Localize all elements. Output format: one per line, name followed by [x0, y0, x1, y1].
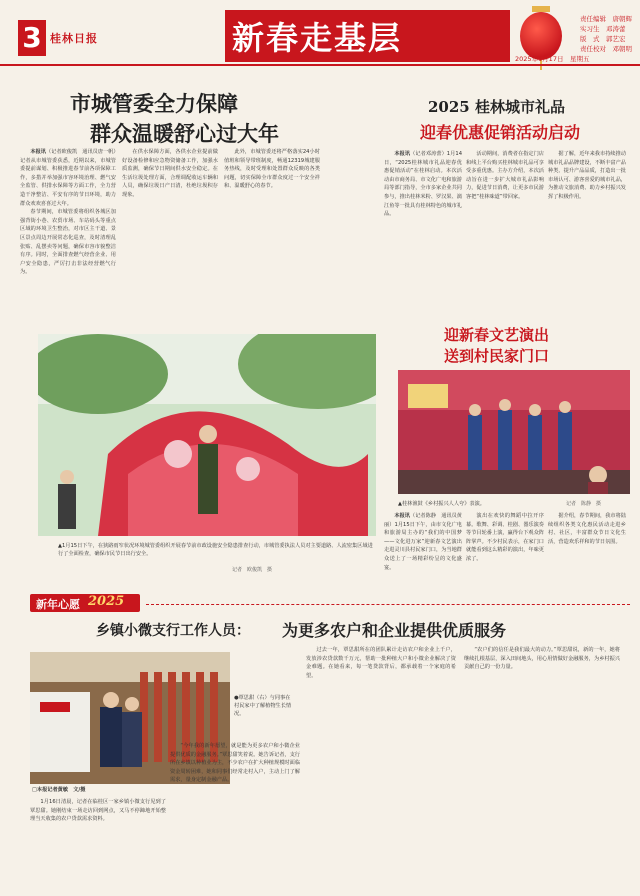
section-title: 新春走基层	[232, 19, 403, 57]
article4-headline-prefix: 乡镇小微支行工作人员：	[96, 623, 250, 639]
page-number: 3	[18, 20, 46, 56]
article2-headline-line2: 迎春优惠促销活动启动	[420, 123, 581, 142]
article3-body-col1: 本报讯（记者陈静 通讯员黄丽）1月15日下午，由市文化广电和旅游局主办的“我们的中国梦——文化进万家”迎新春文艺演出走进灵川县村民家门口，为当地群众送上了一场精彩纷呈的文化盛宴。	[384, 513, 462, 571]
banner-dash-rule	[146, 604, 630, 605]
article3-body-col2: 演出在欢快的舞蹈中拉开序幕。歌舞、彩调、桂剧、器乐演奏等节目轮番上演，赢得台下观众阵阵掌声。不少村民表示，在家门口就能看到这么精彩的演出，年味更浓了。	[466, 513, 544, 562]
article3-headline-line1: 迎新春文艺演出	[444, 326, 550, 344]
article4-body-col3: 过去一年，覃思甜所在的团队累计走访农户和企业上千户，发放涉农贷款数千万元，帮助一批种植大户和小微企业解决了资金难题。在她看来，每一笔贷款背后，都承载着一个家庭的希望。	[306, 647, 456, 679]
issue-date: 2025年1月17日 星期五	[515, 55, 590, 63]
article1-body-col2: 在供水保障方面，各供水企业提前做好设备检修和应急物资储备工作，加强水质监测，确保节日期间供水安全稳定。在生活垃圾处理方面，合理调配收运车辆和人员，确保垃圾日产日清，杜绝垃圾积存现象。	[122, 149, 218, 198]
page-header	[0, 0, 640, 62]
article4-body-col2: “今年我的新年愿望，就是能为更多农户和小微企业提供优质的金融服务。”覃思甜笑着说。她告诉记者，支行所在乡镇以种植业为主，不少农户在扩大种植规模时面临资金周转困难，她和同事们经常走村入户，主动上门了解需求，量身定制金融产品。	[170, 743, 300, 784]
header-rule	[0, 64, 640, 66]
article1-body-col1: 本报讯（记者欧俊凯 通讯员唐一帆）记者从市城管委获悉，近期以来，市城管委提前谋划、积极推进春节前各项保障工作，多措并举加强市容环境治理、燃气安全监管、供排水保障等方面工作，全力营造干净整洁、平安有序的节日环境，助力群众欢欢喜喜过大年。 春节期间，市城管委将组织各城区加强背街小巷、农贸市场、车站码头等重点区域的环境卫生整治，对市区主干道、景区景点周边开展常态化巡查，及时清理乱张贴、乱摆卖等问题，确保市容市貌整洁有序。同时，全面排查燃气经营企业、用户安全隐患，严厉打击非法经营燃气行为。	[20, 149, 116, 276]
article3-headline-line2: 送到村民家门口	[444, 347, 550, 365]
editor-credits: 责任编辑 唐朝辉 实习生 邓涛蕾 版 式 郭艺宏 责任校对 邓朝明	[580, 15, 632, 53]
article3-lead-label: 本报讯	[394, 513, 410, 519]
banner-label: 新年心愿	[36, 598, 80, 611]
article3-photo-caption: ▲桂林渔鼓《乡村振兴人人夸》表演。	[398, 501, 485, 507]
article4-body-col1: 1月16日清晨，记者在临桂区一家乡镇小微支行见到了覃思甜。她刚结束一场走访回到网点，又马不停蹄地开始整理当天收集的农户贷款需求资料。	[30, 799, 166, 823]
article2-body-col3: 据了解，近年来我市持续推动城市礼品品牌建设，不断丰富产品种类、提升产品品质，打造出一批市场认可、游客喜爱的城市礼品，为推动文旅消费、助力乡村振兴发挥了积极作用。	[548, 151, 626, 200]
banner-year: 2025	[88, 594, 125, 609]
article2-lead-label: 本报讯	[394, 151, 411, 157]
article2-headline-line1: 2025 桂林城市礼品	[428, 98, 565, 116]
article1-body-col3: 此外，市城管委还将严格落实24小时值班和领导带班制度，畅通12319城建服务热线，及时受理和处置群众反映的各类问题，切实保障全市群众度过一个安全祥和、温暖舒心的春节。	[224, 149, 320, 190]
article4-body-col4: “农户们的信任是我们最大的动力。”覃思甜说，新的一年，她将继续扎根基层，深入田间地头，用心用情做好金融服务，为乡村振兴贡献自己的一份力量。	[464, 647, 620, 671]
paper-name: 桂林日报	[50, 32, 98, 45]
article2-body-col1: 本报讯（记者邓涛蕾）1月14日，“2025桂林城市礼品迎春优惠促销活动”在桂林启动。本次活动由市商务局、市文化广电和旅游局等部门指导，全市多家企业共同参与，推出桂林米粉、罗汉果、漓江鱼等一批具有桂林特色的城市礼品。	[384, 151, 462, 218]
article4-byline: □本报记者黄敏 文/摄	[32, 787, 86, 793]
article4-photo-caption: ●覃思甜（右）与同事在村民家中了解植物生长情况。	[234, 695, 292, 717]
article1-headline-line2: 群众温暖舒心过大年	[90, 121, 279, 146]
article1-headline-line1: 市城管委全力保障	[70, 91, 238, 116]
article1-photo-caption: ▲1月15日下午，在狭路雨窄状况环境城管委组织开展春节前市政设施安全隐患排查行动，市城管委执法人员对主要道路、人流密集区域进行了全面检查，确保市民节日出行安全。	[58, 543, 373, 557]
article1-photo	[38, 334, 376, 536]
article1-photo-credit: 记者 欧俊凯 摄	[232, 567, 273, 573]
article1-lead-label: 本报讯	[30, 149, 46, 155]
article3-body-col3: 据介绍，春节期间，我市将陆续组织各类文化惠民活动走进乡村、社区，丰富群众节日文化生活，营造欢乐祥和的节日氛围。	[548, 513, 626, 545]
article4-headline-main: 为更多农户和企业提供优质服务	[282, 621, 507, 640]
article2-body-col2: 活动期间，消费者在指定门店和线上平台购买桂林城市礼品可享受多重优惠。主办方介绍，本次活动旨在进一步扩大城市礼品影响力，促进节日消费，让更多市民游客把“桂林味道”带回家。	[466, 151, 544, 200]
article3-photo	[398, 370, 630, 494]
article3-photo-credit: 记者 陈静 摄	[566, 501, 602, 507]
